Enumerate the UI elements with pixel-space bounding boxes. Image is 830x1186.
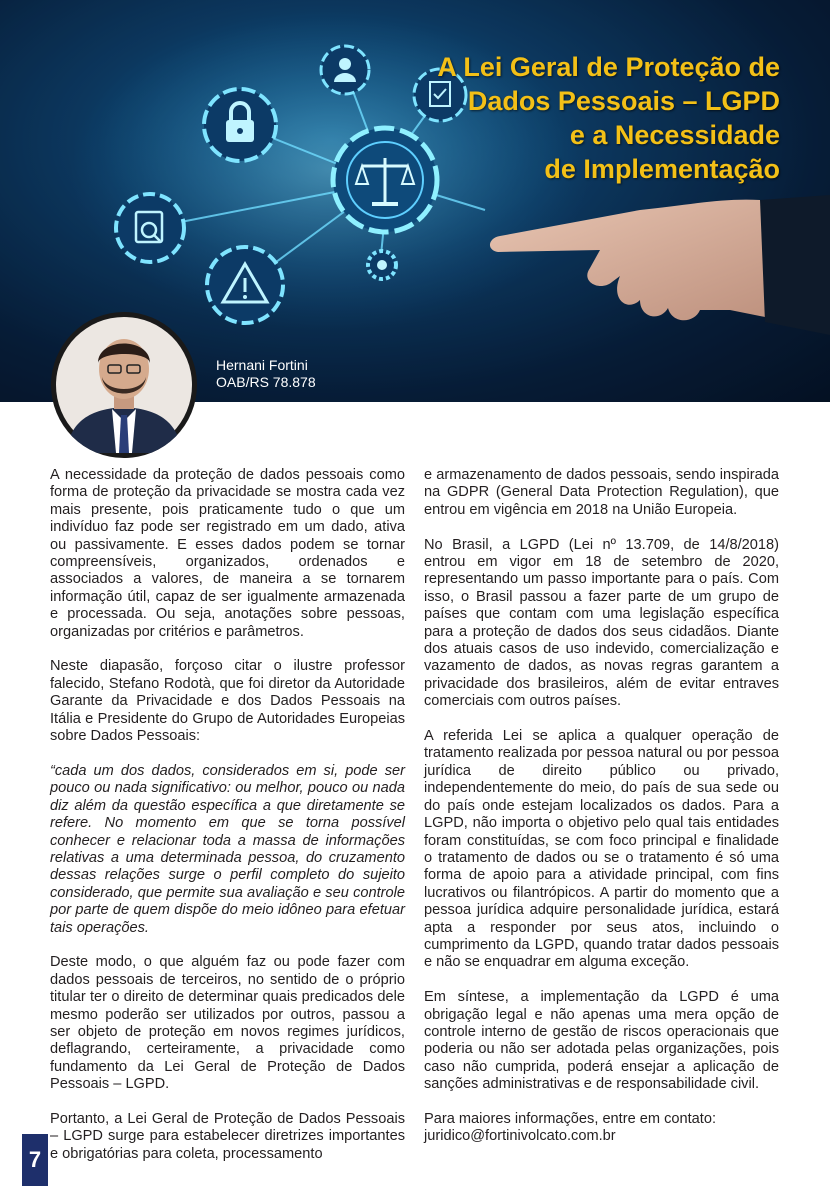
- title-line-1: A Lei Geral de Proteção de: [437, 52, 780, 82]
- author-name: Hernani Fortini: [216, 357, 308, 373]
- author-avatar: [51, 312, 197, 458]
- search-document-icon: [116, 194, 184, 262]
- article-column-left: [50, 467, 405, 1181]
- title-line-2: Dados Pessoais – LGPD: [467, 86, 780, 116]
- paragraph: No Brasil, a LGPD (Lei nº 13.709, de 14/8/2018) entrou em vigor em 18 de setembro de 2020, representando um passo importante para o país. Com isso, o Brasil passou a fazer parte de um grupo de países que contam com uma legislação específica para a proteção de dados dos seus cidadãos. Diante dos atuais casos de uso indevido, comercialização e vazamento de dados, as novas regras garantem a privacidade dos brasileiros, além de evitar entraves comerciais com outros países.: [424, 536, 779, 710]
- title-line-3: e a Necessidade: [569, 120, 780, 150]
- paragraph: Portanto, a Lei Geral de Proteção de Dados Pessoais – LGPD surge para estabelecer diretrizes importantes e obrigatórias para coleta, processamento: [50, 1110, 405, 1162]
- article-column-right: [424, 467, 779, 1146]
- author-byline: [216, 357, 316, 391]
- lock-icon: [204, 89, 276, 161]
- settings-gear-icon: [368, 251, 396, 279]
- contact-label: Para maiores informações, entre em contato:: [424, 1110, 717, 1127]
- paragraph: Neste diapasão, forçoso citar o ilustre professor falecido, Stefano Rodotà, que foi diretor da Autoridade Garante da Privacidade e dos Dados Pessoais na Itália e Presidente do Grupo de Autoridades Europeias sobre Dados Pessoais:: [50, 658, 405, 745]
- paragraph: A referida Lei se aplica a qualquer operação de tratamento realizada por pessoa natural ou por pessoa jurídica de direito público ou privado, independentemente do meio, do país de sua sede ou do país onde estejam localizados os dados. Para a LGPD, não importa o objetivo pelo qual tais entidades foram constituídas, se com foco principal e finalidade o tratamento de dados ou se o tratamento é só uma forma de apoio para a atividade principal, com fins lucrativos ou filantrópicos. A partir do momento que a pessoa jurídica adquire personalidade jurídica, estará apta a responder por seus atos, incluindo o cumprimento da LGPD, quando tratar dados pessoais e não se enquadrar em alguma exceção.: [424, 728, 779, 971]
- quote-paragraph: “cada um dos dados, considerados em si, pode ser pouco ou nada significativo: ou melhor, pouco ou nada diz além da questão específica a que diretamente se refere. No momento em que se torna possível conhecer e relacionar toda a massa de informações relativas a uma determinada pessoa, do cruzamento dessas relações surge o perfil completo do sujeito considerado, que permite sua avaliação e seu controle por parte de quem dispõe do meio idôneo para efetuar tais operações.: [50, 762, 405, 936]
- author-portrait: [56, 317, 192, 453]
- warning-icon: [207, 247, 283, 323]
- page-number: 7: [22, 1134, 48, 1186]
- contact-email[interactable]: juridico@fortinivolcato.com.br: [424, 1128, 616, 1145]
- paragraph: e armazenamento de dados pessoais, sendo inspirada na GDPR (General Data Protection Regulation), que entrou em vigência em 2018 na União Europeia.: [424, 467, 779, 518]
- paragraph: Em síntese, a implementação da LGPD é uma obrigação legal e não apenas uma mera opção de controle interno de gestão de riscos operacionais que poderia ou não ser adotada pelas organizações, pois caso não cumprida, poderá ensejar a aplicação de sanções administrativas e de responsabilidade civil.: [424, 989, 779, 1093]
- article-title: [360, 50, 780, 186]
- paragraph: Deste modo, o que alguém faz ou pode fazer com dados pessoais de terceiros, no sentido de o próprio titular ter o direito de determinar quais predicados dele mesmo poderão ser utilizados por outros, passou a ser objeto de proteção em novos regimes jurídicos, deflagrando, certeiramente, a privacidade como fundamento da Lei Geral de Proteção de Dados Pessoais – LGPD.: [50, 954, 405, 1093]
- paragraph: A necessidade da proteção de dados pessoais como forma de proteção da privacidade se mostra cada vez mais presente, pois praticamente tudo o que um indivíduo faz pode ser registrado em um dado, ativa ou passivamente. E esses dados podem se tornar compreensíveis, organizados, ordenados e associados a valores, de maneira a se tornarem informação útil, capaz de ser igualmente armazenada e processada. Ou seja, anotações sobre pessoas, organizadas por critérios e parâmetros.: [50, 467, 405, 640]
- title-line-4: de Implementação: [544, 154, 780, 184]
- author-registration: OAB/RS 78.878: [216, 374, 316, 390]
